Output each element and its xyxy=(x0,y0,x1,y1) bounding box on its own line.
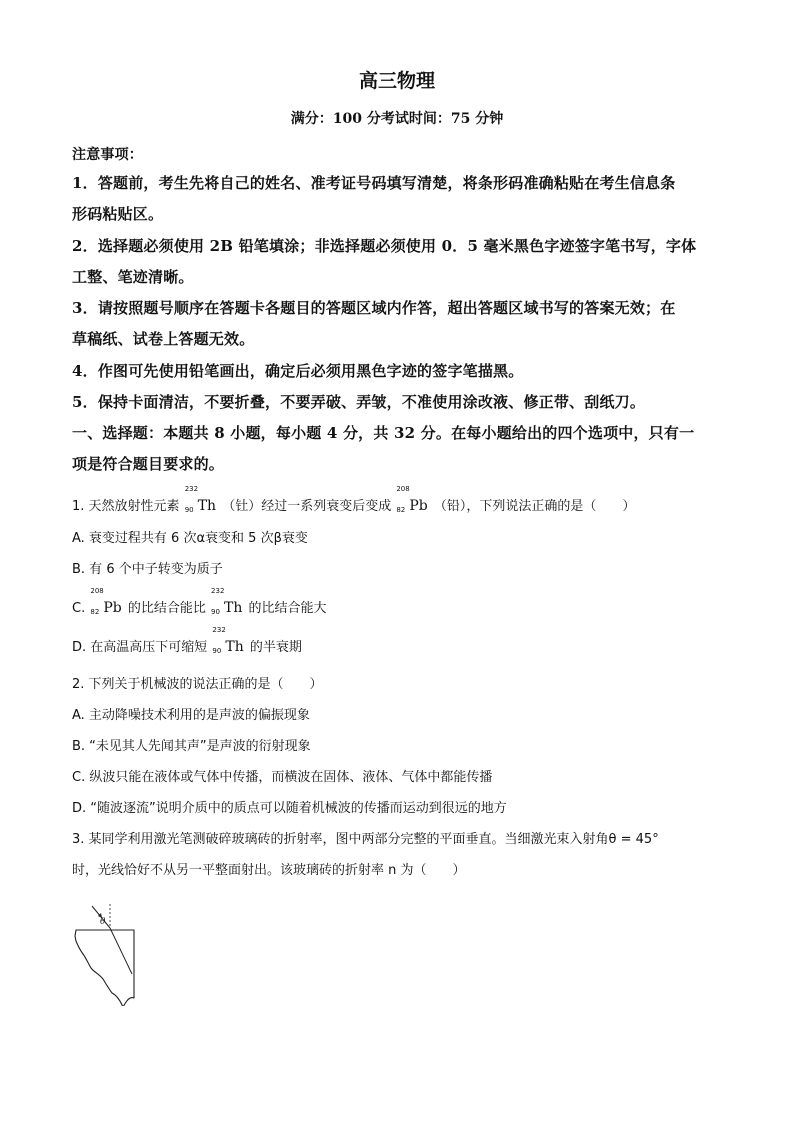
q1-option-b: B. 有 6 个中子转变为质子 xyxy=(72,562,223,577)
notice-line: 5．保持卡面清洁，不要折叠，不要弄破、弄皱，不准使用涂改液、修正带、刮纸刀。 xyxy=(72,393,646,411)
atomic-number: 90 xyxy=(184,506,194,514)
element-symbol: Th xyxy=(225,639,244,655)
nuclide-lead xyxy=(396,485,428,514)
q1-option-d xyxy=(72,626,302,655)
glass-brick-outline xyxy=(75,930,134,1006)
option-label: C. xyxy=(72,601,86,616)
element-symbol: Th xyxy=(197,498,217,514)
section-heading: 一、选择题：本题共 8 小题，每小题 4 分，共 32 分。在每小题给出的四个选项中，只有一 xyxy=(72,424,695,442)
q1-option-c xyxy=(72,587,327,616)
refracted-ray xyxy=(110,928,132,974)
page-title: 高三物理 xyxy=(358,70,435,92)
notice-line: 工整、笔迹清晰。 xyxy=(72,268,194,286)
q2-option-d: D. “随波逐流”说明介质中的质点可以随着机械波的传播而运动到很远的地方 xyxy=(72,801,507,816)
q2-option-b: B. “未见其人先闻其声”是声波的衍射现象 xyxy=(72,739,311,754)
notice-line: 4．作图可先使用铅笔画出，确定后必须用黑色字迹的签字笔描黑。 xyxy=(72,362,524,380)
atomic-number: 90 xyxy=(211,608,220,616)
notice-line: 2．选择题必须使用 2B 铅笔填涂；非选择题必须使用 0．5 毫米黑色字迹签字笔书写，字体 xyxy=(72,237,697,255)
mass-number: 232 xyxy=(212,626,226,634)
q1-text: （钍）经过一系列衰变后变成 xyxy=(222,499,392,514)
nuclide-thorium xyxy=(184,485,217,514)
nuclide-lead xyxy=(90,587,122,616)
nuclide-thorium xyxy=(212,626,244,655)
question-3-stem: 3. 某同学利用激光笔测破碎玻璃砖的折射率，图中两部分完整的平面垂直。当细激光束入射角θ = 45° xyxy=(72,832,659,847)
angle-label: θ xyxy=(100,917,106,927)
mass-number: 232 xyxy=(211,587,225,595)
question-1-stem xyxy=(72,485,636,514)
option-text: 的比结合能大 xyxy=(248,601,327,616)
mass-number: 208 xyxy=(90,587,104,595)
q2-option-c: C. 纵波只能在液体或气体中传播，而横波在固体、液体、气体中都能传播 xyxy=(72,770,493,785)
atomic-number: 82 xyxy=(396,506,406,514)
atomic-number: 90 xyxy=(212,647,222,655)
q1-option-a: A. 衰变过程共有 6 次α衰变和 5 次β衰变 xyxy=(72,531,308,546)
option-text: D. 在高温高压下可缩短 xyxy=(72,640,208,655)
notice-line: 1．答题前，考生先将自己的姓名、准考证号码填写清楚，将条形码准确粘贴在考生信息条 xyxy=(72,174,676,192)
atomic-number: 82 xyxy=(90,608,100,616)
exam-info: 满分：100 分考试时间：75 分钟 xyxy=(290,111,504,127)
broken-glass-brick-diagram xyxy=(66,896,156,1006)
notice-line: 形码粘贴区。 xyxy=(72,205,164,223)
nuclide-thorium xyxy=(211,587,243,616)
question-2-stem: 2. 下列关于机械波的说法正确的是（ ） xyxy=(72,677,323,692)
mass-number: 208 xyxy=(396,485,410,493)
element-symbol: Th xyxy=(224,600,243,616)
option-text: 的半衰期 xyxy=(249,640,302,655)
section-heading: 项是符合题目要求的。 xyxy=(72,455,225,473)
q1-text: （铅），下列说法正确的是（ ） xyxy=(433,499,636,514)
element-symbol: Pb xyxy=(409,498,428,514)
option-text: 的比结合能比 xyxy=(127,601,206,616)
notice-heading: 注意事项： xyxy=(72,147,143,163)
q1-text: 1. 天然放射性元素 xyxy=(72,499,180,514)
notice-line: 草稿纸、试卷上答题无效。 xyxy=(72,330,255,348)
notice-line: 3．请按照题号顺序在答题卡各题目的答题区域内作答，超出答题区域书写的答案无效；在 xyxy=(72,299,676,317)
element-symbol: Pb xyxy=(103,600,122,616)
question-3-stem-cont: 时，光线恰好不从另一平整面射出。该玻璃砖的折射率 n 为（ ） xyxy=(72,863,466,878)
q2-option-a: A. 主动降噪技术利用的是声波的偏振现象 xyxy=(72,708,310,723)
mass-number: 232 xyxy=(184,485,199,493)
